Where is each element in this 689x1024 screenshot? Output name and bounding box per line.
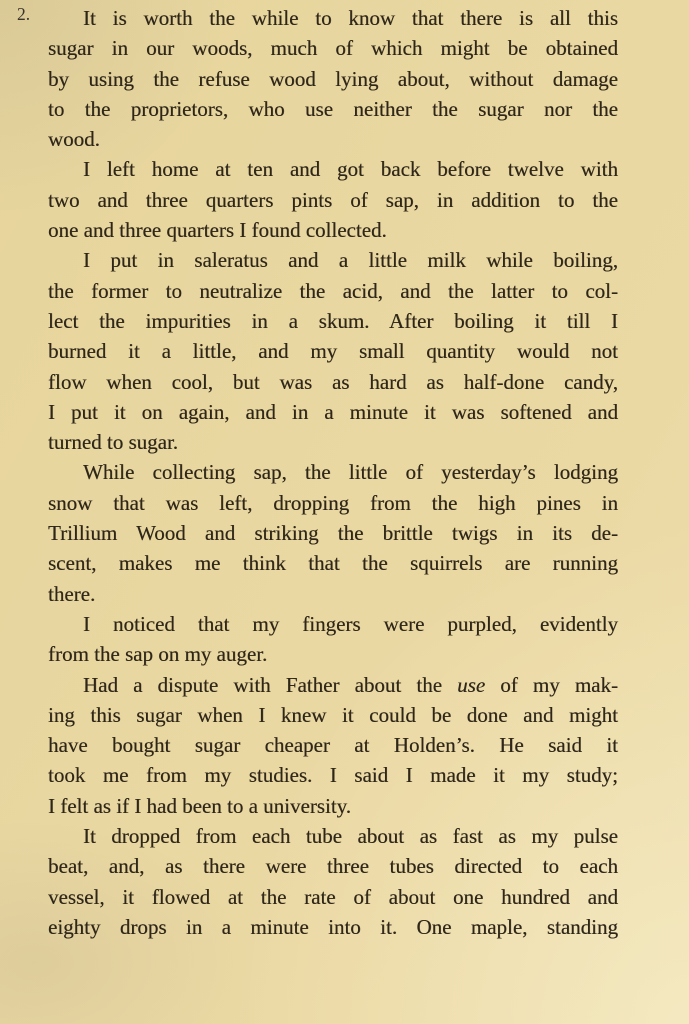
text-line: there. xyxy=(48,581,96,606)
text-line: lect the impurities in a skum. After boiling it till I xyxy=(48,308,618,333)
text-line: by using the refuse wood lying about, without damage xyxy=(48,66,618,91)
text-block xyxy=(48,3,618,942)
text-line: took me from my studies. I said I made it my study; xyxy=(48,763,618,788)
text-line: turned to sugar. xyxy=(48,430,179,455)
text-line: to the proprietors, who use neither the sugar nor the xyxy=(48,96,618,121)
italic-word: use xyxy=(457,672,486,697)
text-line: burned it a little, and my small quantity would not xyxy=(48,339,618,364)
text-line: have bought sugar cheaper at Holden’s. He said it xyxy=(48,733,618,758)
text-line: I put it on again, and in a minute it was softened and xyxy=(48,399,618,424)
paragraph xyxy=(48,457,618,608)
text-line: I left home at ten and got back before twelve with xyxy=(83,157,618,182)
paragraph xyxy=(48,154,618,245)
text-line: the former to neutralize the acid, and the latter to col- xyxy=(48,278,618,303)
paragraph xyxy=(48,821,618,942)
text-line: wood. xyxy=(48,127,100,152)
margin-page-number: 2. xyxy=(17,4,31,24)
text-line: two and three quarters pints of sap, in addition to the xyxy=(48,187,618,212)
text-line: scent, makes me think that the squirrels are running xyxy=(48,551,618,576)
paragraph xyxy=(48,670,618,821)
text-line: I put in saleratus and a little milk while boiling, xyxy=(83,248,618,273)
text-line: eighty drops in a minute into it. One maple, standing xyxy=(48,914,618,939)
text-line: sugar in our woods, much of which might be obtained xyxy=(48,36,618,61)
text-line: Had a dispute with Father about the use of my mak- xyxy=(83,672,618,697)
text-line: I felt as if I had been to a university. xyxy=(48,793,352,818)
text-line: one and three quarters I found collected. xyxy=(48,218,387,243)
text-line: Trillium Wood and striking the brittle twigs in its de- xyxy=(48,521,618,546)
text-line: snow that was left, dropping from the high pines in xyxy=(48,490,618,515)
paragraph xyxy=(48,3,618,154)
text-line: I noticed that my fingers were purpled, evidently xyxy=(83,611,618,636)
text-line: flow when cool, but was as hard as half-done candy, xyxy=(48,369,618,394)
text-line: beat, and, as there were three tubes directed to each xyxy=(48,854,618,879)
text-line: It dropped from each tube about as fast as my pulse xyxy=(83,824,618,849)
text-line: from the sap on my auger. xyxy=(48,642,268,667)
paragraph xyxy=(48,609,618,670)
paragraph xyxy=(48,245,618,457)
text-line: It is worth the while to know that there is all this xyxy=(83,6,618,30)
text-line: vessel, it flowed at the rate of about one hundred and xyxy=(48,884,618,909)
text-line: ing this sugar when I knew it could be done and might xyxy=(48,702,618,727)
text-line: While collecting sap, the little of yesterday’s lodging xyxy=(83,460,618,485)
